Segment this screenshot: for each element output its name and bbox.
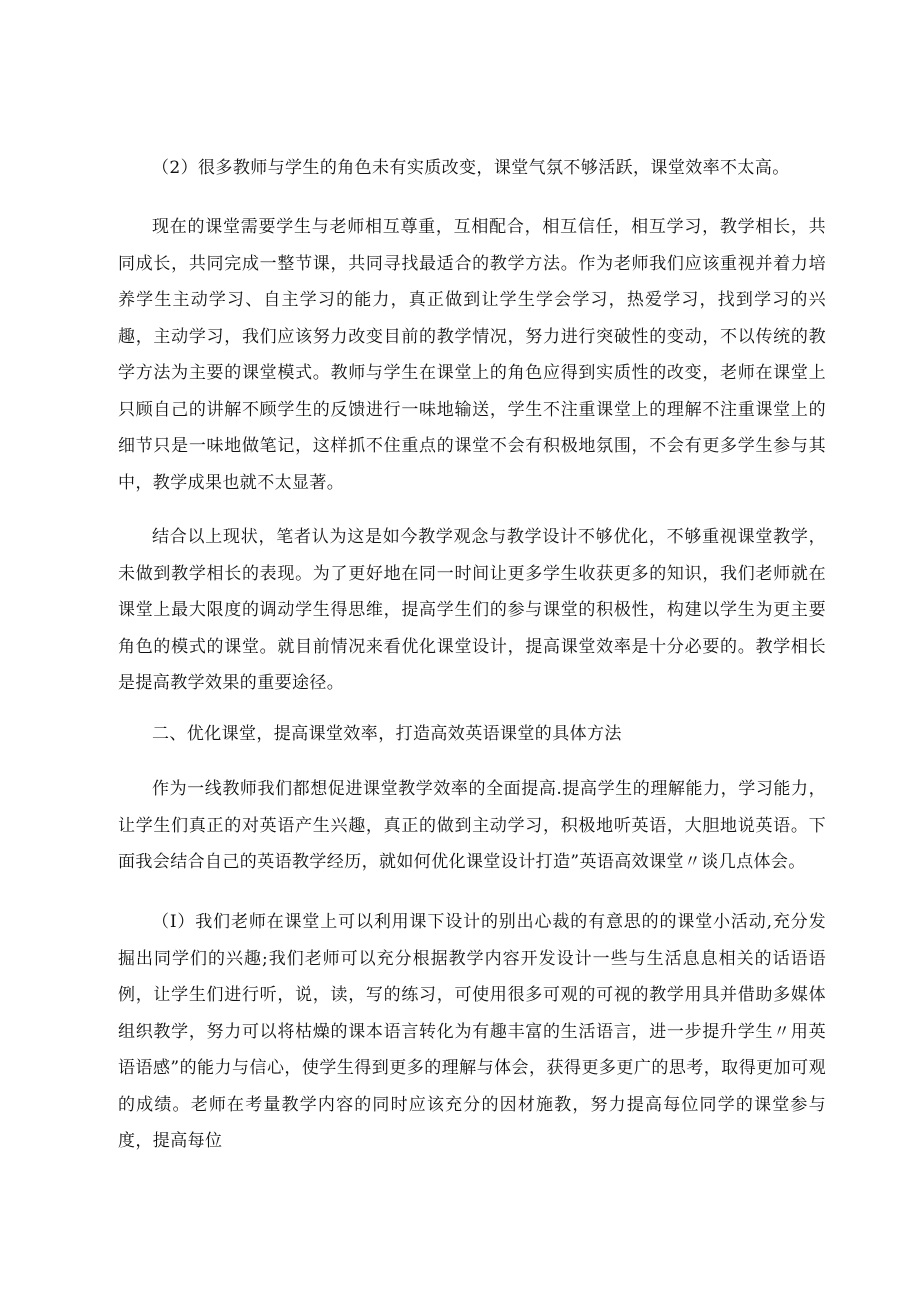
paragraph-classroom-activities: （I）我们老师在课堂上可以利用课下设计的别出心裁的有意思的的课堂小活动,充分发掘出同学们的兴趣;我们老师可以充分根据教学内容开发设计一些与生活息息相关的话语语例，让学生们进行听，说，读，写的练习，可使用很多可观的可视的教学用具并借助多媒体组织教学，努力可以将枯燥的课本语言转化为有趣丰富的生活语言，进一步提升学生〃用英语语感”的能力与信心，使学生得到更多的理解与体会，获得更多更广的思考，取得更加可观的成绩。老师在考量教学内容的同时应该充分的因材施教，努力提高每位同学的课堂参与度，提高每位 <box>118 912 826 1151</box>
paragraph-frontline-teachers: 作为一线教师我们都想促进课堂教学效率的全面提高.提高学生的理解能力，学习能力，让学生们真正的对英语产生兴趣，真正的做到主动学习，积极地听英语，大胆地说英语。下面我会结合自己的英语教学经历，就如何优化课堂设计打造”英语高效课堂〃谈几点体会。 <box>118 779 826 872</box>
paragraph-role-change: （2）很多教师与学生的角色未有实质改变，课堂气氛不够活跃，课堂效率不太高。 <box>152 158 790 178</box>
paragraph-current-situation: 结合以上现状，笔者认为这是如今教学观念与教学设计不够优化，不够重视课堂教学，未做到教学相长的表现。为了更好地在同一时间让更多学生收获更多的知识，我们老师就在课堂上最大限度的调动学生得思维，提高学生们的参与课堂的积极性，构建以学生为更主要角色的模式的课堂。就目前情况来看优化课堂设计，提高课堂效率是十分必要的。教学相长是提高教学效果的重要途径。 <box>118 527 826 693</box>
paragraph-mutual-respect: 现在的课堂需要学生与老师相互尊重，互相配合，相互信任，相互学习，教学相长，共同成长，共同完成一整节课，共同寻找最适合的教学方法。作为老师我们应该重视并着力培养学生主动学习、自主学习的能力，真正做到让学生学会学习，热爱学习，找到学习的兴趣，主动学习，我们应该努力改变目前的教学情况，努力进行突破性的变动，不以传统的教学方法为主要的课堂模式。教师与学生在课堂上的角色应得到实质性的改变，老师在课堂上只顾自己的讲解不顾学生的反馈进行一味地输送，学生不注重课堂上的理解不注重课堂上的细节只是一味地做笔记，这样抓不住重点的课堂不会有积极地氛围，不会有更多学生参与其中，教学成果也就不太显著。 <box>118 217 826 493</box>
section-heading: 二、优化课堂，提高课堂效率，打造高效英语课堂的具体方法 <box>152 724 622 744</box>
